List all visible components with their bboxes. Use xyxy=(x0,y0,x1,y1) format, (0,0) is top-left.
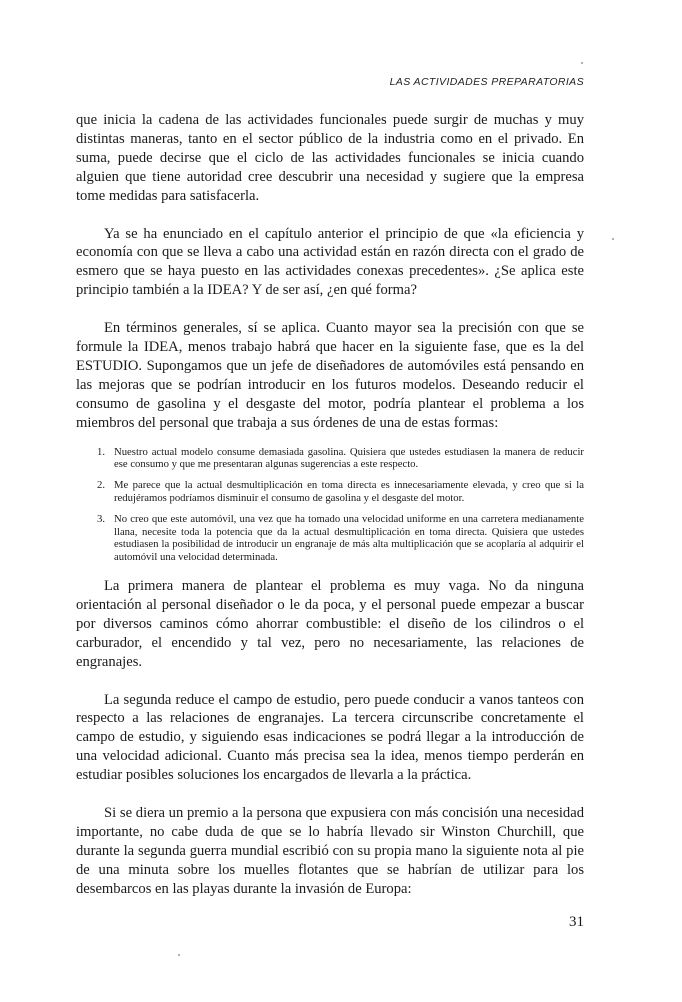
print-speck xyxy=(178,954,180,956)
list-item-text: Me parece que la actual desmultiplicación en toma directa es innecesariamente elevada, y creo que si la redujéramos podríamos disminuir el consumo de gasolina y el desgaste del motor. xyxy=(114,479,584,504)
list-item-number: 1. xyxy=(97,445,106,458)
paragraph-6: Si se diera un premio a la persona que expusiera con más concisión una necesidad importante, no cabe duda de que se lo habría llevado sir Winston Churchill, que durante la segunda guerra mundial escribió con su propia mano la siguiente nota al pie de una minuta sobre los muelles flotantes que se habrían de utilizar para los desembarcos en las playas durante la invasión de Europa: xyxy=(76,805,584,897)
paragraph-3: En términos generales, sí se aplica. Cuanto mayor sea la precisión con que se formule la IDEA, menos trabajo habrá que hacer en la siguiente fase, que es la del ESTUDIO. Supongamos que un jefe de diseñadores de automóviles está pensando en las mejoras que se podrían introducir en los futuros modelos. Deseando reducir el consumo de gasolina y el desgaste del motor, podría plantear el problema a los miembros del personal que trabaja a sus órdenes de una de estas formas: xyxy=(76,320,584,431)
print-speck xyxy=(612,238,614,240)
paragraph-1: que inicia la cadena de las actividades funcionales puede surgir de muchas y muy distintas maneras, tanto en el sector público de la industria como en el privado. En suma, puede decirse que el ciclo de las actividades funcionales se inicia cuando alguien que tiene autoridad cree descubrir una necesidad y sugiere que la empresa tome medidas para satisfacerla. xyxy=(76,112,584,204)
page-number: 31 xyxy=(569,914,584,930)
paragraph-5: La segunda reduce el campo de estudio, pero puede conducir a vanos tanteos con respecto a las relaciones de engranajes. La tercera circunscribe concretamente el campo de estudio, y siguiendo esas indicaciones se podrá llegar a la introducción de una velocidad adicional. Cuanto más precisa sea la idea, menos tiempo perderán en estudiar posibles soluciones los encargados de llevarla a la práctica. xyxy=(76,691,584,784)
paragraph-2: Ya se ha enunciado en el capítulo anterior el principio de que «la eficiencia y economía con que se lleva a cabo una actividad están en razón directa con el grado de esmero que se haya puesto en las actividades conexas precedentes». ¿Se aplica este principio también a la IDEA? Y de ser así, ¿en qué forma? xyxy=(76,225,584,299)
running-head: LAS ACTIVIDADES PREPARATORIAS xyxy=(389,76,584,88)
body-text xyxy=(76,111,584,899)
paragraph-4: La primera manera de plantear el problema es muy vaga. No da ninguna orientación al personal diseñador o le da poca, y el personal puede empezar a buscar por diversos caminos cómo ahorrar combustible: el diseño de los cilindros o el carburador, el encendido y tal vez, pero no necesariamente, las relaciones de engranajes. xyxy=(76,577,584,670)
list-item-number: 3. xyxy=(97,512,106,525)
list-item xyxy=(97,513,584,564)
list-item-text: Nuestro actual modelo consume demasiada gasolina. Quisiera que ustedes estudiasen la manera de reducir ese consumo y que me presentaran algunas sugerencias a este respecto. xyxy=(114,445,584,471)
list-item-text: No creo que este automóvil, una vez que ha tomado una velocidad uniforme en una carretera medianamente llana, necesite toda la potencia que da la actual desmultiplicación en toma directa. Quisiera que ustedes estudiasen la posibilidad de introducir un engranaje de más alta multiplicación que se acoplaría al adquirir el automóvil una velocidad determinada. xyxy=(114,512,584,564)
list-item-number: 2. xyxy=(97,479,106,492)
print-speck xyxy=(581,62,583,64)
list-item xyxy=(97,446,584,472)
list-item xyxy=(97,479,584,505)
numbered-list xyxy=(76,446,584,564)
